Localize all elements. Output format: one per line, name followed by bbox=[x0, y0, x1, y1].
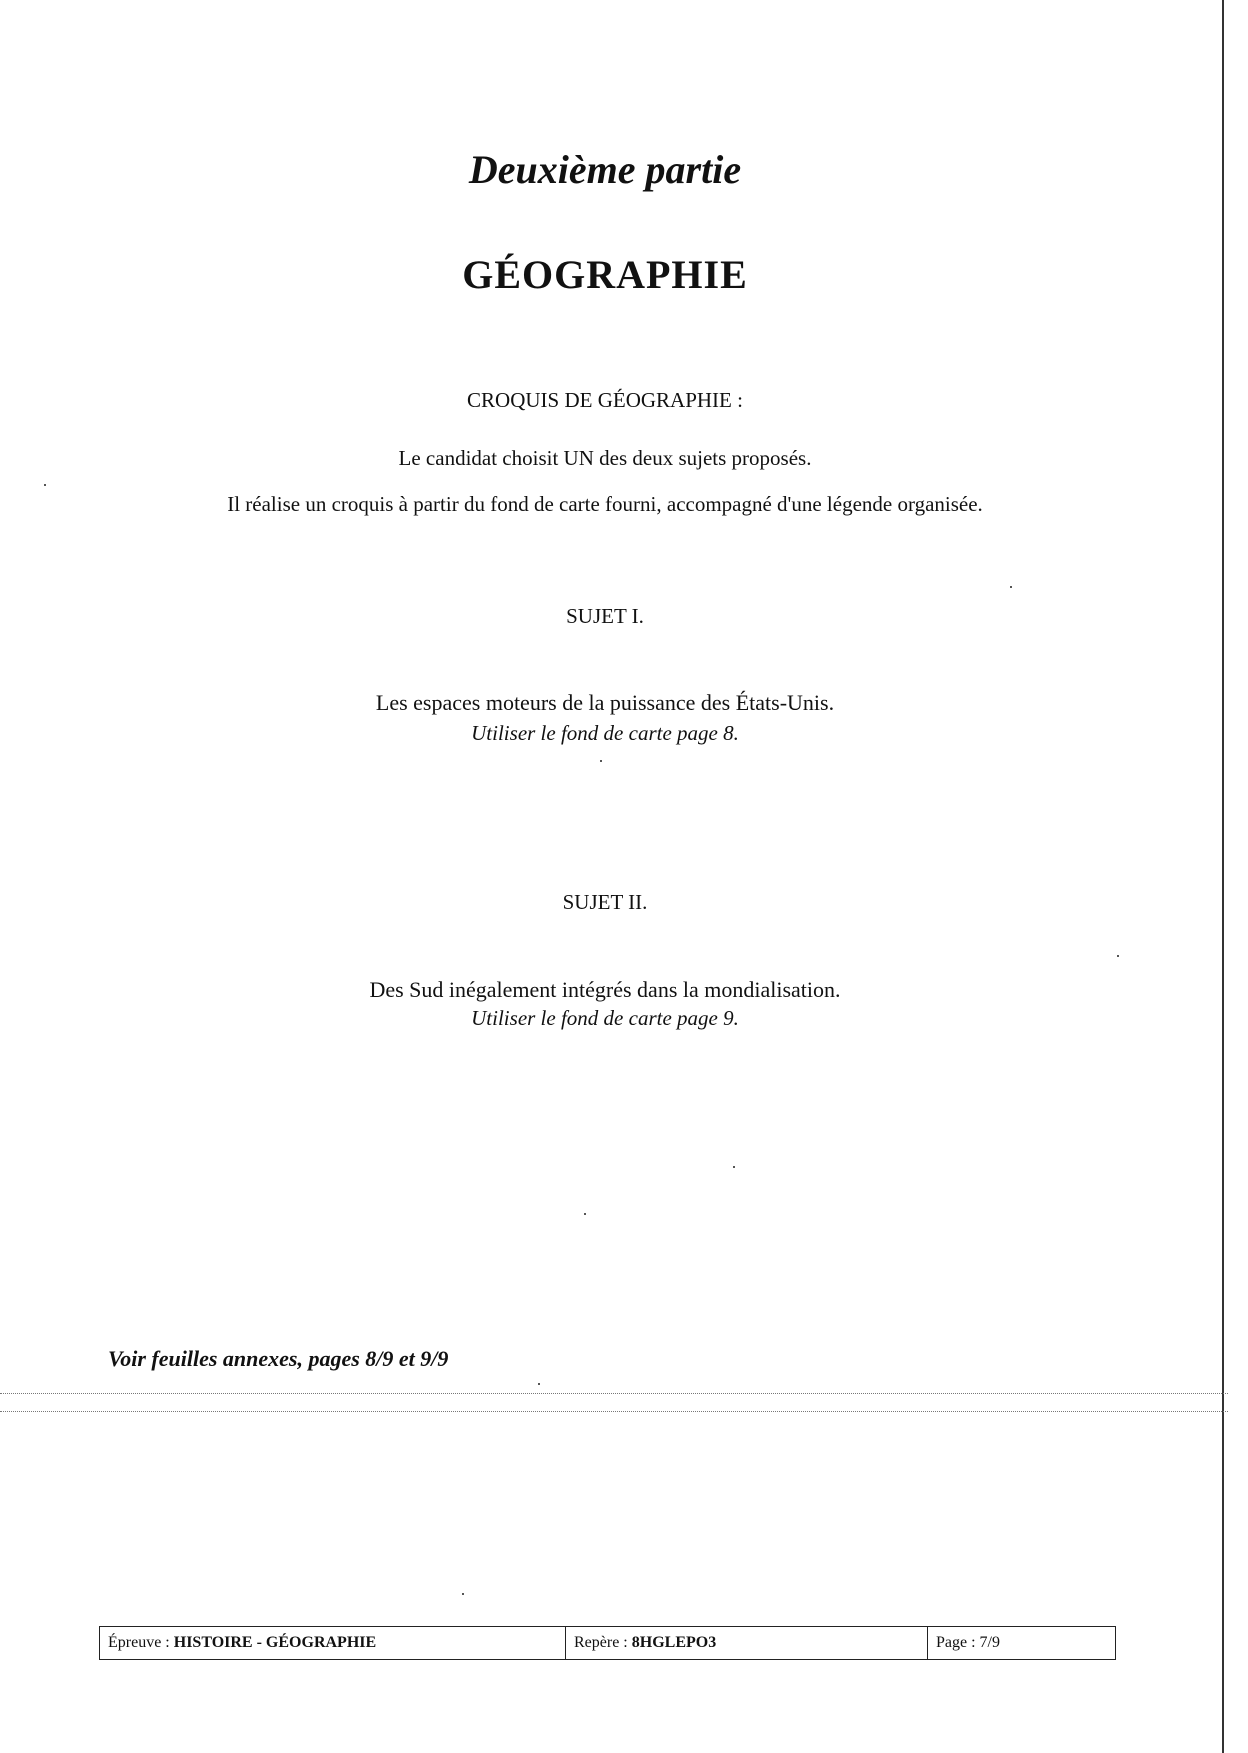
footer-page-cell bbox=[928, 1627, 1115, 1659]
scan-speck bbox=[1117, 955, 1119, 957]
page-label: Page : bbox=[936, 1634, 976, 1651]
epreuve-value: HISTOIRE - GÉOGRAPHIE bbox=[173, 1634, 377, 1651]
repere-label: Repère : bbox=[574, 1634, 628, 1651]
footer-info-box bbox=[99, 1626, 1116, 1660]
dotted-separator bbox=[0, 1411, 1228, 1412]
epreuve-label: Épreuve : bbox=[108, 1634, 170, 1651]
instruction-line-2: Il réalise un croquis à partir du fond de carte fourni, accompagné d'une légende organisée. bbox=[227, 492, 983, 516]
section-title: GÉOGRAPHIE bbox=[462, 252, 748, 297]
subject-1-heading: SUJET I. bbox=[566, 604, 644, 628]
repere-value: 8HGLEPO3 bbox=[631, 1634, 717, 1651]
page-value: 7/9 bbox=[979, 1634, 1000, 1651]
subject-2-note: Utiliser le fond de carte page 9. bbox=[471, 1006, 739, 1030]
scan-speck bbox=[600, 760, 602, 762]
dotted-separator bbox=[0, 1393, 1228, 1394]
subject-1-title: Les espaces moteurs de la puissance des États-Unis. bbox=[375, 690, 835, 715]
scan-speck bbox=[1010, 586, 1012, 588]
scan-speck bbox=[44, 484, 46, 486]
footer-repere-cell bbox=[566, 1627, 928, 1659]
scan-speck bbox=[733, 1166, 735, 1168]
instruction-line-1: Le candidat choisit UN des deux sujets proposés. bbox=[398, 446, 812, 470]
annex-note: Voir feuilles annexes, pages 8/9 et 9/9 bbox=[108, 1346, 449, 1371]
part-title: Deuxième partie bbox=[468, 147, 742, 192]
scan-speck bbox=[538, 1383, 540, 1385]
scan-speck bbox=[462, 1593, 464, 1595]
scan-speck bbox=[584, 1213, 586, 1215]
croquis-heading: CROQUIS DE GÉOGRAPHIE : bbox=[467, 388, 743, 412]
subject-2-heading: SUJET II. bbox=[562, 890, 648, 914]
subject-1-note: Utiliser le fond de carte page 8. bbox=[471, 721, 739, 745]
footer-epreuve-cell bbox=[100, 1627, 566, 1659]
page-edge-rule bbox=[1222, 0, 1224, 1753]
subject-2-title: Des Sud inégalement intégrés dans la mondialisation. bbox=[369, 977, 841, 1002]
